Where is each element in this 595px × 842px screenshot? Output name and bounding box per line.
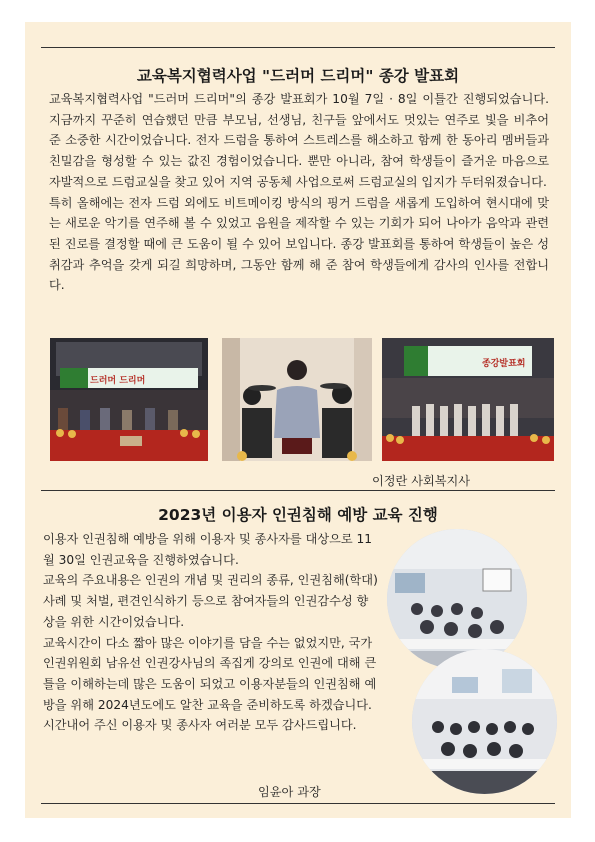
article2-signature: 임윤아 과장 [258, 785, 321, 799]
top-rule [41, 47, 555, 48]
article1-body [49, 89, 549, 296]
bottom-rule [41, 803, 555, 804]
photo-drummer [222, 338, 372, 461]
article2-paragraph-1: 이용자 인권침해 예방을 위해 이용자 및 종사자를 대상으로 11월 30일 인권교육을 진행하였습니다. [43, 532, 373, 567]
photo-lecture-room-2 [412, 649, 557, 794]
article2-paragraph-2: 교육의 주요내용은 인권의 개념 및 권리의 종류, 인권침해(학대) 사례 및 처벌, 편견인식하기 등으로 참여자들의 인권감수성 향상을 위한 시간이었습니다. [43, 573, 378, 629]
photo-concert-stage [50, 338, 208, 461]
article1-paragraph-1: 교육복지협력사업 "드러머 드리머"의 종강 발표회가 10월 7일 · 8일 이틀간 진행되었습니다. 지금까지 꾸준히 연습했던 만큼 부모님, 선생님, 친구들 앞에서도 멋있는 연주로 빛을 비추어 준 소중한 시간이었습니다. 전자 드럼을 통하여 스트레스를 해소하고 함께 한 동아리 멤버들과 친밀감을 형성할 수 있는 값진 경험이었습니다. 뿐만 아니라, 참여 학생들이 즐거운 마음으로 자발적으로 드럼교실을 찾고 있어 지역 공동체 사업으로써 드럼교실의 입지가 두터워졌습니다. [49, 92, 549, 189]
article1-title: 교육복지협력사업 "드러머 드리머" 종강 발표회 [136, 67, 460, 85]
article1-signature: 이정란 사회복지사 [372, 474, 471, 488]
article2-paragraph-3: 교육시간이 다소 짧아 많은 이야기를 담을 수는 없었지만, 국가인권위원회 남유선 인권강사님의 족집게 강의로 인권에 대해 큰 틀을 이해하는데 많은 도움이 되었고 이용자분들의 인권침해 예방을 위해 2024년도에도 알찬 교육을 준비하도록 하겠습니다. [43, 635, 377, 712]
article2-body [43, 529, 380, 736]
photo-group [382, 338, 554, 461]
banner-text: 드러머 드리머 [90, 376, 146, 386]
article2-paragraph-4: 시간내어 주신 이용자 및 종사자 여러분 모두 감사드립니다. [43, 718, 357, 733]
banner-text-right: 종강발표회 [482, 359, 526, 369]
article2-title: 2023년 이용자 인권침해 예방 교육 진행 [158, 506, 438, 524]
article1-paragraph-2: 특히 올해에는 전자 드럼 외에도 비트메이킹 방식의 핑거 드럼을 새롭게 도입하여 현시대에 맞는 새로운 악기를 연주해 볼 수 있었고 음원을 제작할 수 있는 기회가 되어 나아가 음악과 관련된 진로를 결정할 때에 큰 도움이 될 수 있어 보입니다. 종강 발표회를 통하여 학생들이 높은 성취감과 추억을 갖게 되길 희망하며, 그동안 함께 해 준 참여 학생들에게 감사의 인사를 전합니다. [49, 195, 549, 293]
middle-rule [41, 490, 555, 491]
photo-lecture-room-1 [387, 529, 527, 669]
newsletter-page [25, 22, 571, 818]
